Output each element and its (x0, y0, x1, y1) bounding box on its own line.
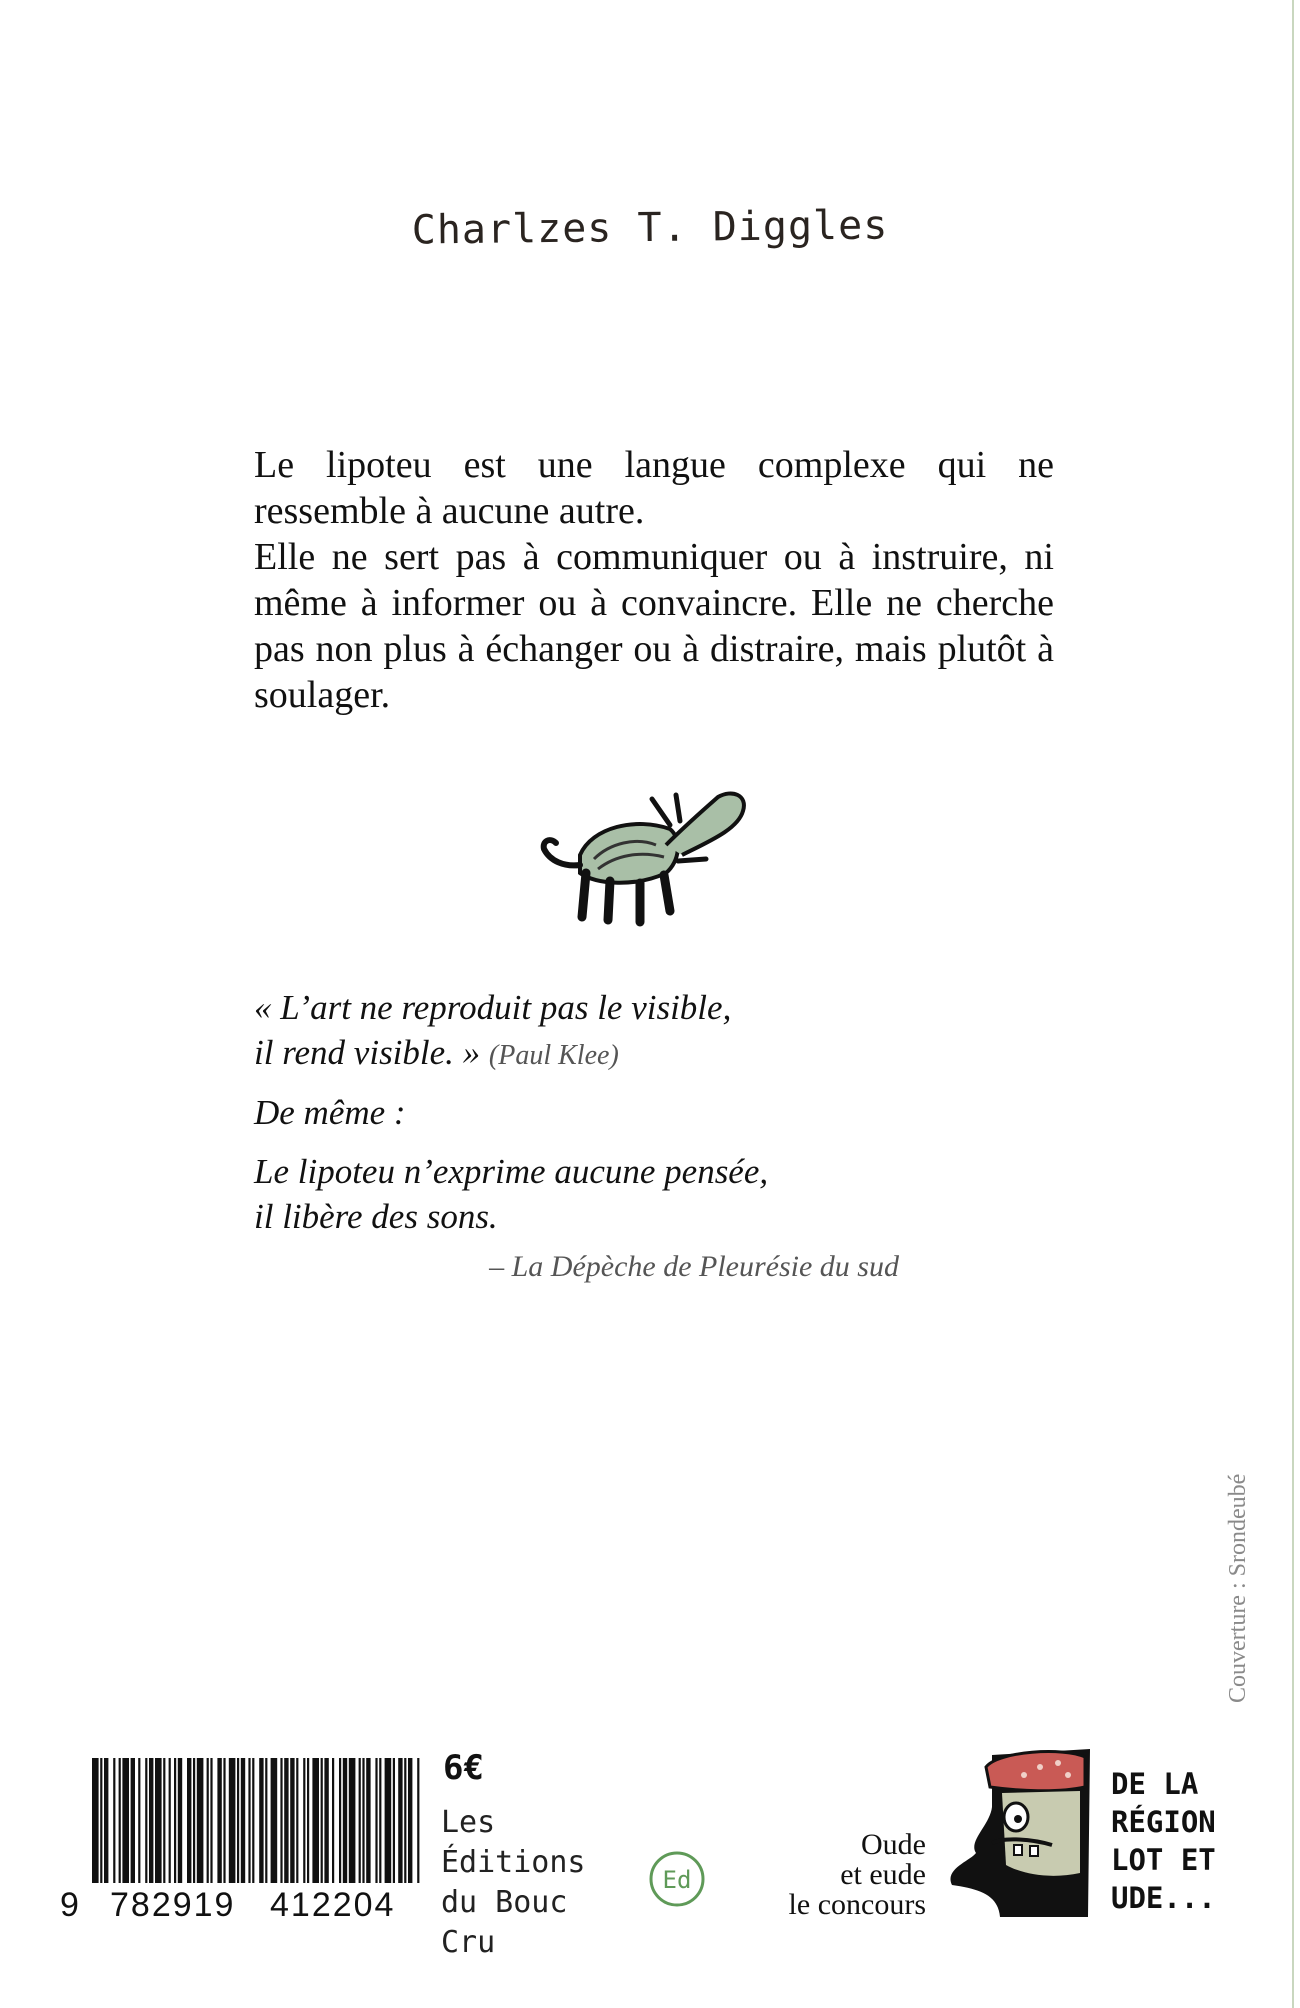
publisher-line: Éditions (441, 1845, 586, 1880)
critter-illustration (540, 785, 755, 930)
region-line: RÉGION (1111, 1805, 1216, 1839)
price-label: 6€ (443, 1748, 484, 1788)
series-slogan (740, 1830, 926, 1920)
back-cover-blurb (254, 442, 1054, 718)
mascot-illustration (940, 1745, 1100, 1920)
slogan-line: le concours (788, 1888, 926, 1921)
publisher-logo-letters: Ed (662, 1866, 692, 1894)
blurb-paragraph: Elle ne sert pas à communiquer ou à instruire, ni même à informer ou à convaincre. Elle ne cherche pas non plus à échanger ou à distraire, mais plutôt à soulager. (254, 536, 1054, 716)
slogan-line: et eude (840, 1858, 926, 1891)
region-line: DE LA (1111, 1767, 1199, 1801)
region-label (1111, 1765, 1241, 1917)
quote-line: « L’art ne reproduit pas le visible, (254, 988, 732, 1027)
barcode-digit-group: 412204 (270, 1886, 396, 1924)
quote-block (254, 985, 1014, 1239)
slogan-line: Oude (861, 1828, 926, 1861)
publisher-name (441, 1803, 616, 1963)
region-line: LOT ET (1111, 1843, 1216, 1877)
isbn-barcode (60, 1758, 425, 1924)
quote-line: il rend visible. » (254, 1033, 481, 1072)
quote-line: il libère des sons. (254, 1197, 498, 1236)
region-line: UDE... (1111, 1881, 1216, 1915)
blurb-paragraph: Le lipoteu est une langue complexe qui ne ressemble à aucune autre. (254, 444, 1054, 532)
author-name: Charlzes T. Diggles (411, 202, 889, 254)
quote-transition: De même : (254, 1093, 406, 1132)
quote-source: – La Dépèche de Pleurésie du sud (489, 1250, 899, 1283)
publisher-line: Les (441, 1805, 496, 1840)
barcode-bars (92, 1758, 422, 1883)
quote-line-with-attribution (254, 1030, 1014, 1078)
barcode-first-digit: 9 (60, 1886, 79, 1924)
publisher-line: du Bouc Cru (441, 1885, 568, 1960)
barcode-digit-group: 782919 (110, 1886, 236, 1924)
quote-attribution: (Paul Klee) (488, 1040, 619, 1071)
publisher-logo (646, 1848, 708, 1910)
cover-credit: Couverture : Srondeubé (1225, 1473, 1251, 1703)
cover-edge-line (1292, 0, 1294, 2008)
quote-line: Le lipoteu n’exprime aucune pensée, (254, 1152, 769, 1191)
